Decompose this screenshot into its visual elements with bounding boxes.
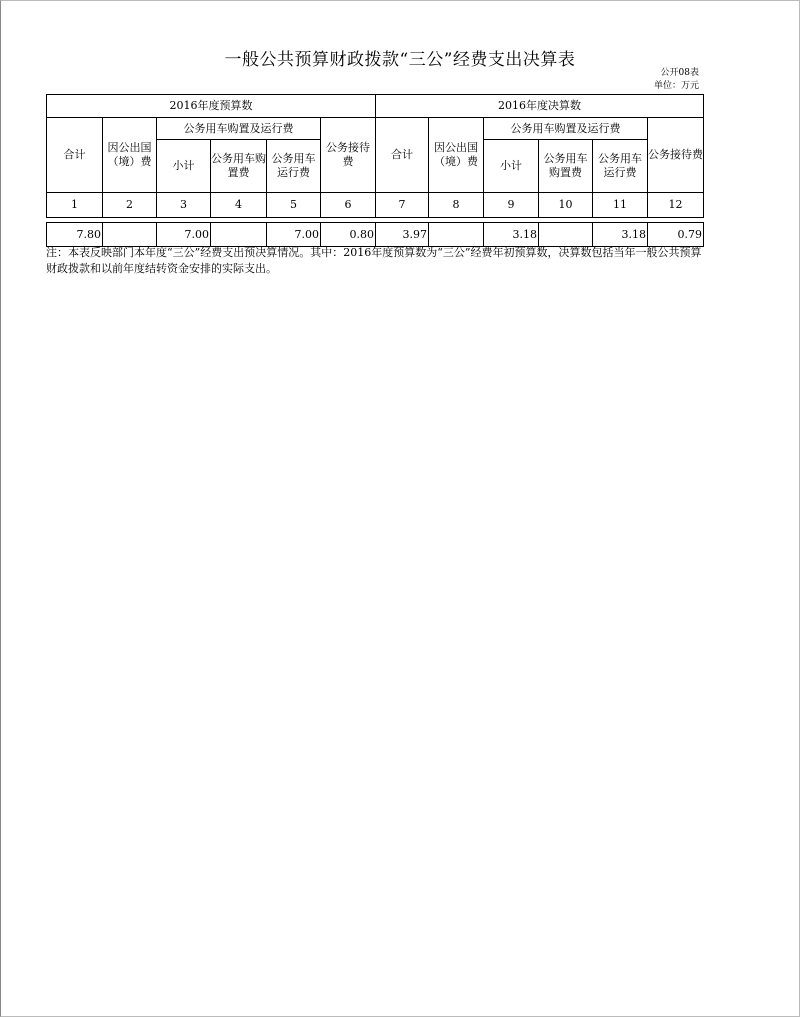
header-subtotal: 小计 (157, 140, 211, 193)
header-abroad: 因公出国（境）费 (103, 118, 157, 193)
column-number: 2 (103, 193, 157, 218)
header-vehicle-operation: 公务用车运行费 (267, 140, 321, 193)
header-reception: 公务接待费 (648, 118, 704, 193)
value-cell (539, 223, 593, 247)
unit-label: 单位：万元 (653, 81, 699, 91)
table-note: 注：本表反映部门本年度“三公”经费支出预决算情况。其中：2016年度预算数为“三公”经费年初预算数，决算数包括当年一般公共预算财政拨款和以前年度结转资金安排的实际支出。 (46, 246, 702, 275)
column-number: 3 (157, 193, 211, 218)
column-number: 1 (47, 193, 103, 218)
value-cell: 7.80 (47, 223, 103, 247)
value-cell: 7.00 (157, 223, 211, 247)
form-code: 公开08表 (660, 68, 699, 78)
value-cell (211, 223, 267, 247)
column-number: 7 (376, 193, 429, 218)
header-vehicle-purchase: 公务用车购置费 (539, 140, 593, 193)
header-vehicle-group: 公务用车购置及运行费 (484, 118, 648, 140)
header-subtotal: 小计 (484, 140, 539, 193)
header-vehicle-purchase: 公务用车购置费 (211, 140, 267, 193)
budget-group-header: 2016年度预算数 (47, 95, 376, 118)
column-number: 10 (539, 193, 593, 218)
column-number: 12 (648, 193, 704, 218)
value-cell: 0.80 (321, 223, 376, 247)
column-number-row (47, 193, 704, 218)
value-cell: 3.18 (593, 223, 648, 247)
header-vehicle-group: 公务用车购置及运行费 (157, 118, 321, 140)
column-number: 8 (429, 193, 484, 218)
value-row (47, 223, 704, 247)
header-abroad: 因公出国（境）费 (429, 118, 484, 193)
column-number: 9 (484, 193, 539, 218)
header-total: 合计 (376, 118, 429, 193)
column-number: 5 (267, 193, 321, 218)
value-cell: 3.97 (376, 223, 429, 247)
value-cell: 7.00 (267, 223, 321, 247)
header-total: 合计 (47, 118, 103, 193)
column-number: 6 (321, 193, 376, 218)
column-number: 4 (211, 193, 267, 218)
column-number: 11 (593, 193, 648, 218)
value-cell (103, 223, 157, 247)
header-reception: 公务接待费 (321, 118, 376, 193)
value-cell (429, 223, 484, 247)
document-title: 一般公共预算财政拨款“三公”经费支出决算表 (224, 50, 576, 70)
final-group-header: 2016年度决算数 (376, 95, 704, 118)
three-public-expenses-table (46, 94, 704, 247)
table-meta (654, 67, 699, 93)
header-vehicle-operation: 公务用车运行费 (593, 140, 648, 193)
value-cell: 3.18 (484, 223, 539, 247)
value-cell: 0.79 (648, 223, 704, 247)
